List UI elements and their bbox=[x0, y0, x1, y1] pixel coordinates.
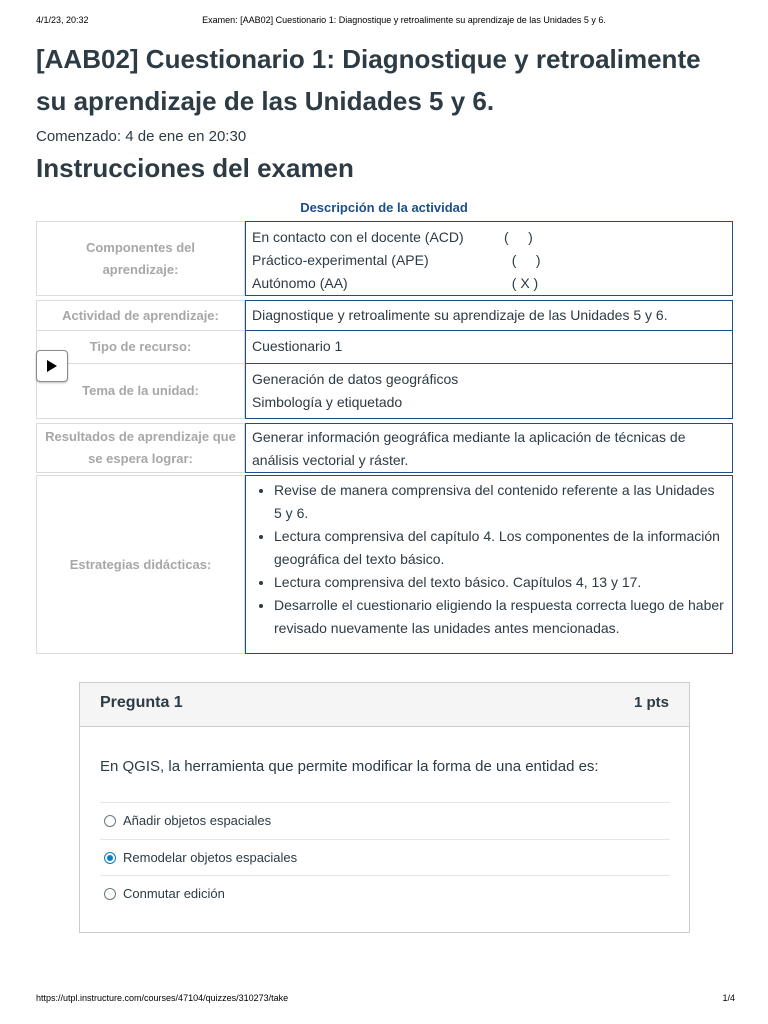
unit-topic-label: Tema de la unidad: bbox=[36, 364, 245, 419]
answer-option[interactable] bbox=[100, 802, 670, 838]
answer-option[interactable] bbox=[100, 839, 670, 875]
radio-button[interactable] bbox=[104, 852, 116, 864]
component-mark: ( ) bbox=[504, 229, 533, 245]
strategies-list bbox=[252, 479, 726, 640]
resource-type-text: Cuestionario 1 bbox=[252, 338, 343, 354]
table-row bbox=[36, 300, 733, 331]
radio-button[interactable] bbox=[104, 888, 116, 900]
answer-label[interactable]: Remodelar objetos espaciales bbox=[123, 850, 298, 865]
print-url: https://utpl.instructure.com/courses/47104/quizzes/310273/take bbox=[36, 993, 289, 1003]
question-title: Pregunta 1 bbox=[100, 694, 183, 711]
question-text: En QGIS, la herramienta que permite modificar la forma de una entidad es: bbox=[100, 758, 599, 775]
table-row bbox=[36, 475, 733, 654]
learning-activity-value bbox=[245, 300, 733, 331]
learning-activity-label: Actividad de aprendizaje: bbox=[36, 300, 245, 331]
results-label: Resultados de aprendizaje que se espera lograr: bbox=[36, 423, 245, 473]
quiz-title: [AAB02] Cuestionario 1: Diagnostique y retroalimente su aprendizaje de las Unidades 5 y 6. bbox=[36, 44, 701, 116]
list-item: • Desarrolle el cuestionario eligiendo la respuesta correcta luego de haber revisado nuevamente las unidades antes mencionadas. bbox=[274, 594, 726, 640]
component-name: Práctico-experimental (APE) bbox=[252, 252, 429, 268]
unit-topic-line: Generación de datos geográficos bbox=[252, 371, 459, 387]
components-label: Componentes del aprendizaje: bbox=[36, 221, 245, 296]
component-name: Autónomo (AA) bbox=[252, 275, 348, 291]
question-header bbox=[80, 683, 689, 727]
resource-type-value bbox=[245, 331, 733, 364]
answer-label[interactable]: Conmutar edición bbox=[123, 886, 225, 901]
table-row bbox=[36, 221, 733, 296]
strategies-value bbox=[245, 475, 733, 654]
component-line bbox=[252, 226, 726, 249]
activity-description-heading: Descripción de la actividad bbox=[300, 200, 468, 215]
print-header bbox=[0, 15, 768, 29]
table-row bbox=[36, 364, 733, 419]
print-timestamp: 4/1/23, 20:32 bbox=[36, 15, 89, 25]
unit-topic-line: Simbología y etiquetado bbox=[252, 394, 403, 410]
print-page-number: 1/4 bbox=[722, 993, 735, 1003]
started-at: Comenzado: 4 de ene en 20:30 bbox=[36, 128, 247, 145]
table-row bbox=[36, 331, 733, 364]
component-line bbox=[252, 249, 726, 272]
instructions-heading: Instrucciones del examen bbox=[36, 153, 354, 183]
radio-button[interactable] bbox=[104, 815, 116, 827]
results-value: Generar información geográfica mediante la aplicación de técnicas de análisis vectorial y ráster. bbox=[245, 423, 733, 473]
list-item: • Lectura comprensiva del texto básico. Capítulos 4, 13 y 17. bbox=[274, 571, 726, 594]
component-mark: ( ) bbox=[504, 252, 541, 268]
print-doc-title: Examen: [AAB02] Cuestionario 1: Diagnostique y retroalimente su aprendizaje de las Unidades 5 y 6. bbox=[202, 15, 606, 25]
play-button[interactable] bbox=[36, 350, 68, 382]
answer-option[interactable] bbox=[100, 875, 670, 911]
components-value bbox=[245, 221, 733, 296]
question-card bbox=[79, 682, 690, 933]
learning-activity-text: Diagnostique y retroalimente su aprendizaje de las Unidades 5 y 6. bbox=[252, 307, 668, 323]
answer-label[interactable]: Añadir objetos espaciales bbox=[123, 813, 272, 828]
component-line bbox=[252, 272, 726, 295]
table-row bbox=[36, 423, 733, 473]
question-points: 1 pts bbox=[633, 694, 669, 711]
print-footer bbox=[0, 993, 768, 1007]
play-icon bbox=[47, 360, 57, 372]
list-item: • Revise de manera comprensiva del contenido referente a las Unidades 5 y 6. bbox=[274, 479, 726, 525]
strategies-label: Estrategias didácticas: bbox=[36, 475, 245, 654]
list-item: • Lectura comprensiva del capítulo 4. Los componentes de la información geográfica del texto básico. bbox=[274, 525, 726, 571]
component-mark: ( X ) bbox=[504, 275, 539, 291]
component-name: En contacto con el docente (ACD) bbox=[252, 229, 464, 245]
unit-topic-value bbox=[245, 364, 733, 419]
resource-type-label: Tipo de recurso: bbox=[36, 331, 245, 364]
